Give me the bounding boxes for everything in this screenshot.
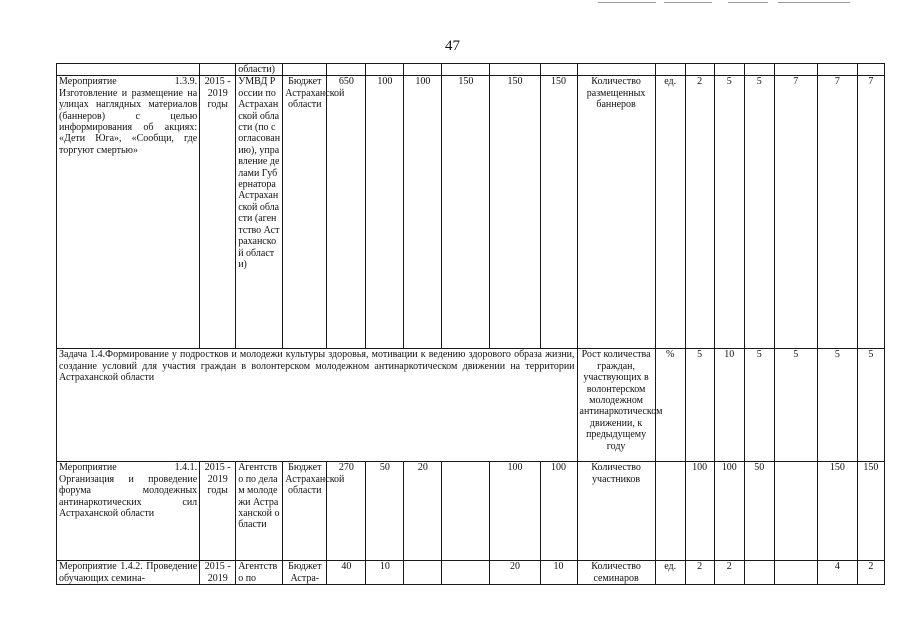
funding-cell: 100 (404, 76, 442, 349)
value-cell: 5 (774, 349, 817, 462)
indicator-cell: Количество участников (577, 462, 655, 561)
value-cell (774, 561, 817, 585)
unit-cell: % (655, 349, 685, 462)
indicator-cell: Количество семинаров (577, 561, 655, 585)
value-cell: 150 (817, 462, 857, 561)
event-cell: Мероприятие 1.4.2. Проведение обучающих семина- (57, 561, 200, 585)
event-cell: Мероприятие 1.3.9. Изготовление и размещение на улицах наглядных материалов (баннеров) с целью информирования об акциях: «Дети Юга», «Сообщи, где торгуют смертью» (57, 76, 200, 349)
source-cell: Бюджет Астраханской области (283, 462, 327, 561)
source-cell: Бюджет Астра- (283, 561, 327, 585)
value-cell: 5 (685, 349, 714, 462)
value-cell: 150 (857, 462, 884, 561)
funding-cell: 20 (404, 462, 442, 561)
funding-cell: 40 (327, 561, 366, 585)
funding-cell: 10 (540, 561, 577, 585)
value-cell: 2 (685, 76, 714, 349)
value-cell (774, 462, 817, 561)
value-cell: 5 (817, 349, 857, 462)
funding-cell (442, 462, 490, 561)
event-cell: Мероприятие 1.4.1. Организация и проведение форума молодежных антинаркотических сил Астраханской области (57, 462, 200, 561)
value-cell: 2 (714, 561, 744, 585)
table-row (57, 462, 885, 561)
funding-cell: 20 (490, 561, 540, 585)
page-number: 47 (445, 38, 460, 54)
funding-cell: 150 (442, 76, 490, 349)
funding-cell: 100 (366, 76, 404, 349)
funding-cell: 10 (366, 561, 404, 585)
funding-cell (442, 561, 490, 585)
indicator-cell: Количество размещенных баннеров (577, 76, 655, 349)
executor-cell: области) (236, 64, 283, 76)
scan-line (598, 2, 656, 3)
value-cell: 5 (714, 76, 744, 349)
value-cell: 7 (774, 76, 817, 349)
period-cell: 2015 - 2019 годы (200, 76, 236, 349)
unit-cell: ед. (655, 76, 685, 349)
indicator-cell: Рост количества граждан, участвующих в волонтерском молодежном антинаркотическом движении, к предыдущему году (577, 349, 655, 462)
value-cell: 5 (744, 349, 774, 462)
funding-cell: 150 (540, 76, 577, 349)
source-cell: Бюджет Астраханской области (283, 76, 327, 349)
value-cell: 100 (685, 462, 714, 561)
task-row (57, 349, 885, 462)
scan-line (778, 2, 850, 3)
value-cell: 7 (857, 76, 884, 349)
value-cell: 2 (857, 561, 884, 585)
value-cell: 10 (714, 349, 744, 462)
scan-line (664, 2, 712, 3)
funding-cell: 50 (366, 462, 404, 561)
value-cell: 5 (857, 349, 884, 462)
value-cell: 7 (817, 76, 857, 349)
funding-cell (404, 561, 442, 585)
table-row (57, 76, 885, 349)
value-cell: 5 (744, 76, 774, 349)
funding-cell: 150 (490, 76, 540, 349)
value-cell: 50 (744, 462, 774, 561)
unit-cell: ед. (655, 561, 685, 585)
executor-cell: Агентство по (236, 561, 283, 585)
funding-cell: 100 (540, 462, 577, 561)
period-cell: 2015 - 2019 (200, 561, 236, 585)
value-cell: 100 (714, 462, 744, 561)
value-cell (744, 561, 774, 585)
unit-cell (655, 462, 685, 561)
funding-cell: 100 (490, 462, 540, 561)
program-table (56, 63, 885, 585)
table-row (57, 64, 885, 76)
value-cell: 4 (817, 561, 857, 585)
period-cell: 2015 - 2019 годы (200, 462, 236, 561)
funding-cell: 270 (327, 462, 366, 561)
table-row (57, 561, 885, 585)
executor-cell: Агентство по делам молодежи Астраханской области (236, 462, 283, 561)
funding-cell: 650 (327, 76, 366, 349)
task-cell: Задача 1.4.Формирование у подростков и молодежи культуры здоровья, мотивации к ведению здорового образа жизни, создание условий для участия граждан в волонтерском молодежном антинаркотическом движении на территории Астраханской области (57, 349, 578, 462)
value-cell: 2 (685, 561, 714, 585)
executor-cell: УМВД России по Астраханской области (по согласованию), управление делами Губернатора Астраханской области (агентство Астраханской области) (236, 76, 283, 349)
scan-line (728, 2, 768, 3)
